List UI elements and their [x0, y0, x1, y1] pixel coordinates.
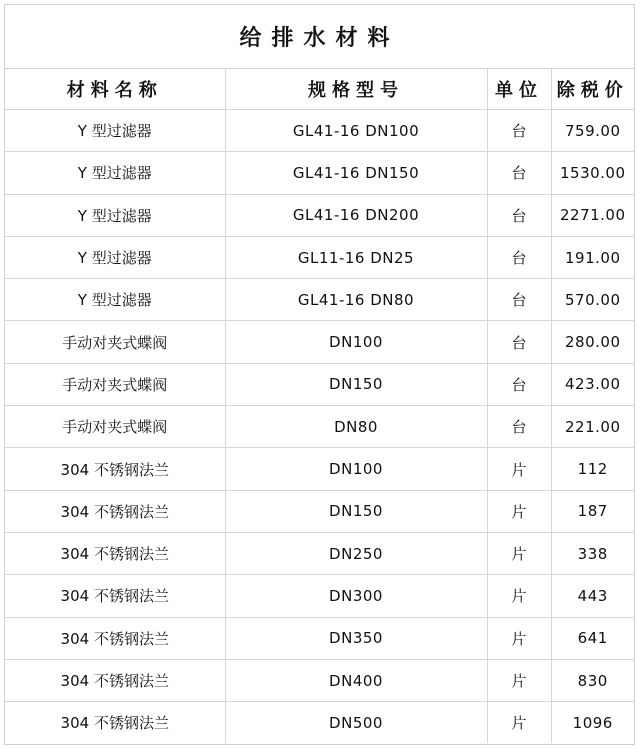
cell-unit: 台 — [487, 279, 551, 321]
cell-price: 112 — [551, 448, 634, 490]
table-row — [5, 110, 634, 152]
cell-spec: DN150 — [225, 363, 487, 405]
table-row — [5, 406, 634, 448]
table-row — [5, 532, 634, 574]
table-row — [5, 659, 634, 701]
cell-spec: DN500 — [225, 702, 487, 744]
cell-name: Y 型过滤器 — [5, 152, 225, 194]
cell-spec: DN300 — [225, 575, 487, 617]
sheet-title: 给排水材料 — [5, 5, 634, 69]
cell-unit: 片 — [487, 575, 551, 617]
cell-name: 手动对夹式蝶阀 — [5, 321, 225, 363]
table-row — [5, 363, 634, 405]
cell-price: 830 — [551, 659, 634, 701]
cell-name: Y 型过滤器 — [5, 110, 225, 152]
header-price: 除税价 — [551, 69, 634, 110]
cell-unit: 台 — [487, 110, 551, 152]
cell-name: 304 不锈钢法兰 — [5, 490, 225, 532]
cell-name: Y 型过滤器 — [5, 236, 225, 278]
header-spec: 规格型号 — [225, 69, 487, 110]
cell-unit: 台 — [487, 321, 551, 363]
cell-name: Y 型过滤器 — [5, 279, 225, 321]
table-row — [5, 152, 634, 194]
table-row — [5, 236, 634, 278]
cell-spec: DN80 — [225, 406, 487, 448]
price-table — [5, 69, 634, 743]
cell-unit: 台 — [487, 363, 551, 405]
cell-unit: 台 — [487, 406, 551, 448]
table-row — [5, 617, 634, 659]
cell-spec: GL41-16 DN100 — [225, 110, 487, 152]
cell-name: 304 不锈钢法兰 — [5, 532, 225, 574]
cell-price: 641 — [551, 617, 634, 659]
cell-unit: 片 — [487, 490, 551, 532]
cell-spec: DN100 — [225, 448, 487, 490]
cell-name: 304 不锈钢法兰 — [5, 575, 225, 617]
table-row — [5, 575, 634, 617]
table-row — [5, 321, 634, 363]
cell-price: 570.00 — [551, 279, 634, 321]
cell-price: 338 — [551, 532, 634, 574]
cell-spec: DN250 — [225, 532, 487, 574]
material-price-sheet — [4, 4, 635, 745]
cell-price: 1096 — [572, 713, 613, 732]
cell-name: 304 不锈钢法兰 — [5, 702, 225, 744]
cell-price: 759.00 — [551, 110, 634, 152]
cell-spec: DN400 — [225, 659, 487, 701]
cell-spec: GL41-16 DN150 — [225, 152, 487, 194]
cell-spec: DN100 — [225, 321, 487, 363]
table-row — [5, 279, 634, 321]
cell-unit: 台 — [487, 152, 551, 194]
table-row — [5, 490, 634, 532]
cell-name: Y 型过滤器 — [5, 194, 225, 236]
cell-spec: GL41-16 DN80 — [225, 279, 487, 321]
cell-spec: DN350 — [225, 617, 487, 659]
cell-price: 443 — [551, 575, 634, 617]
cell-unit: 台 — [487, 194, 551, 236]
header-row — [5, 69, 634, 110]
cell-price: 423.00 — [551, 363, 634, 405]
cell-spec: GL41-16 DN200 — [225, 194, 487, 236]
cell-unit: 片 — [487, 532, 551, 574]
cell-spec: GL11-16 DN25 — [225, 236, 487, 278]
cell-price: 221.00 — [551, 406, 634, 448]
cell-price: 2271.00 — [551, 194, 634, 236]
cell-unit: 片 — [487, 659, 551, 701]
cell-unit: 片 — [487, 702, 551, 744]
table-row — [5, 194, 634, 236]
cell-name: 手动对夹式蝶阀 — [5, 406, 225, 448]
cell-name: 304 不锈钢法兰 — [5, 659, 225, 701]
header-unit: 单位 — [487, 69, 551, 110]
cell-price: 187 — [551, 490, 634, 532]
header-name: 材料名称 — [5, 69, 225, 110]
cell-price: 280.00 — [551, 321, 634, 363]
cell-unit: 台 — [487, 236, 551, 278]
cell-spec: DN150 — [225, 490, 487, 532]
cell-unit: 片 — [487, 448, 551, 490]
table-row — [5, 702, 634, 744]
cell-price: 191.00 — [551, 236, 634, 278]
cell-unit: 片 — [487, 617, 551, 659]
cell-name: 304 不锈钢法兰 — [5, 448, 225, 490]
cell-price: 1530.00 — [551, 152, 634, 194]
cell-name: 304 不锈钢法兰 — [5, 617, 225, 659]
cell-name: 手动对夹式蝶阀 — [5, 363, 225, 405]
table-row — [5, 448, 634, 490]
